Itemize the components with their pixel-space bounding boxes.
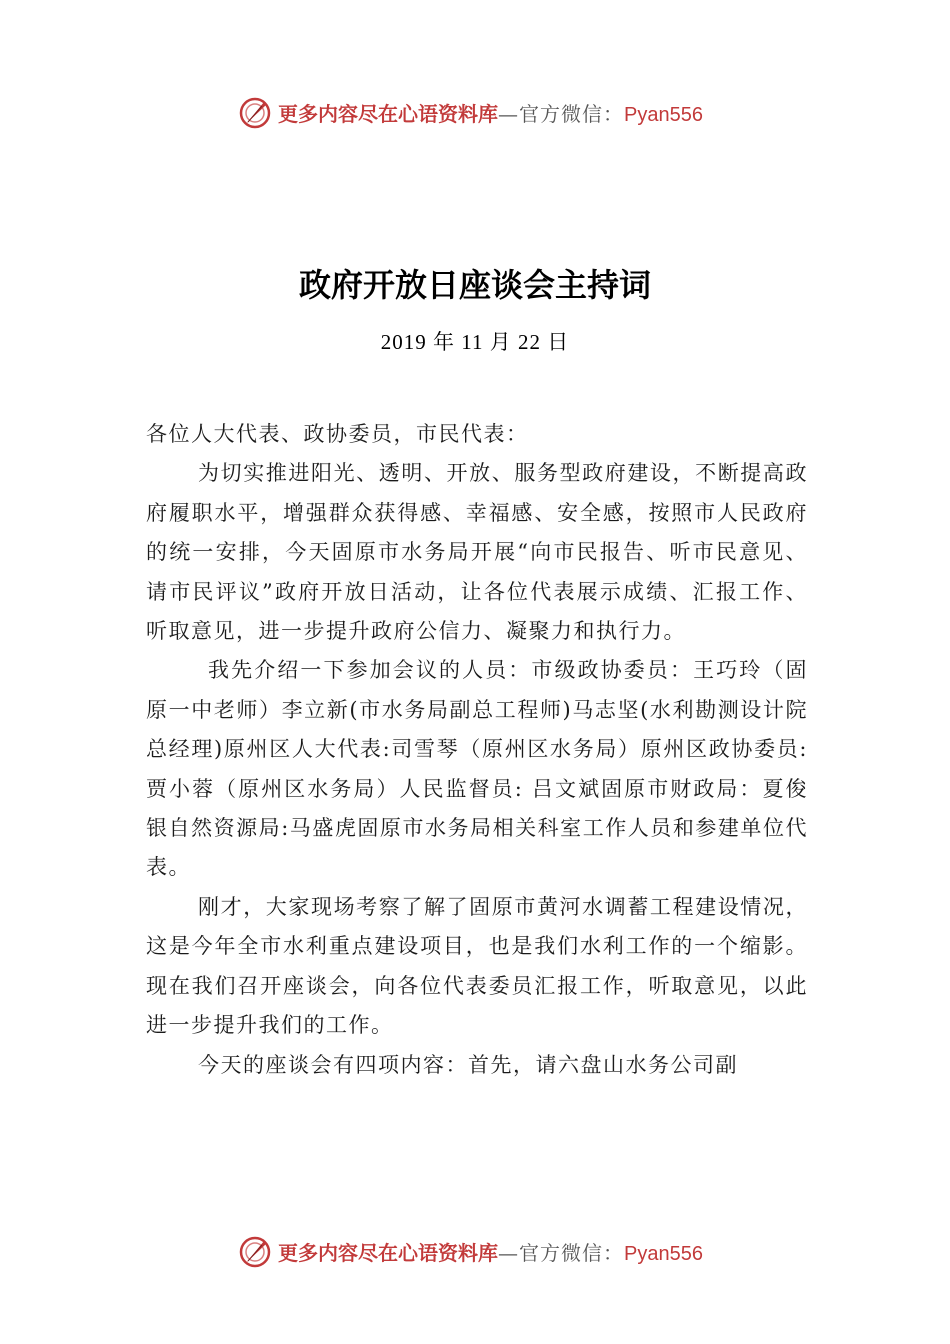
watermark-banner-top (0, 94, 950, 134)
document-date: 2019 年 11 月 22 日 (380, 330, 570, 354)
paragraph-4: 今天的座谈会有四项内容：首先，请六盘山水务公司副 (198, 1052, 738, 1077)
salutation: 各位人大代表、政协委员，市民代表： (146, 422, 529, 446)
watermark-brand: 更多内容尽在心语资料库 (278, 102, 498, 126)
watermark-wechat-label: 官方微信： (519, 102, 624, 126)
watermark-wechat-id: Pyan556 (624, 1243, 703, 1265)
watermark-dash: — (498, 1241, 519, 1265)
paragraph-3: 刚才，大家现场考察了解了固原市黄河水调蓄工程建设情况，这是今年全市水利重点建设项目，也是我们水利工作的一个缩影。现在我们召开座谈会，向各位代表委员汇报工作，听取意见，以此进一步提升我们的工作。 (146, 894, 808, 1038)
watermark-brand: 更多内容尽在心语资料库 (278, 1241, 498, 1265)
watermark-wechat-label: 官方微信： (519, 1241, 624, 1265)
watermark-text (278, 101, 703, 128)
document-body (146, 415, 808, 1085)
watermark-dash: — (498, 102, 519, 126)
watermark-wechat-id: Pyan556 (624, 104, 703, 126)
watermark-banner-bottom (0, 1233, 950, 1273)
quill-logo-icon (238, 96, 272, 130)
quill-logo-icon (238, 1235, 272, 1269)
paragraph-2: 我先介绍一下参加会议的人员：市级政协委员：王巧玲（固原一中老师）李立新(市水务局副总工程师)马志坚(水利勘测设计院总经理)原州区人大代表:司雪琴（原州区水务局）原州区政协委员:贾小蓉（原州区水务局）人民监督员: 吕文斌固原市财政局：夏俊银自然资源局:马盛虎固原市水务局相关科室工作人员和参建单位代表。 (146, 658, 808, 880)
watermark-text (278, 1240, 703, 1267)
document-title: 政府开放日座谈会主持词 (298, 266, 651, 304)
paragraph-1: 为切实推进阳光、透明、开放、服务型政府建设，不断提高政府履职水平，增强群众获得感、幸福感、安全感，按照市人民政府的统一安排，今天固原市水务局开展“向市民报告、听市民意见、请市民评议”政府开放日活动，让各位代表展示成绩、汇报工作、听取意见，进一步提升政府公信力、凝聚力和执行力。 (146, 461, 808, 644)
